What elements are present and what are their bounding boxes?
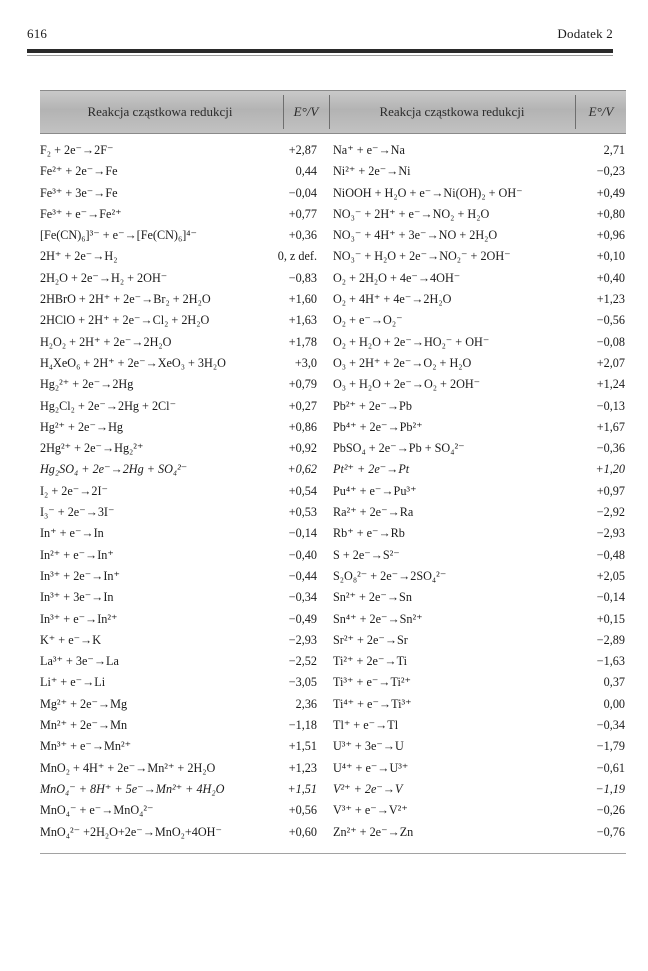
reaction-cell: 2HBrO + 2H⁺ + 2e⁻→Br₂ + 2H₂O (40, 292, 211, 307)
potential-cell: −0,40 (288, 547, 317, 562)
table-row (40, 482, 317, 503)
reaction-cell: Sr²⁺ + 2e⁻→Sr (333, 632, 408, 647)
reaction-cell: 2H₂O + 2e⁻→H₂ + 2OH⁻ (40, 270, 168, 285)
header-rule (27, 49, 613, 53)
reaction-cell: O₃ + 2H⁺ + 2e⁻→O₂ + H₂O (333, 355, 472, 370)
table-row (333, 524, 625, 545)
table-row (333, 588, 625, 609)
table-row (333, 205, 625, 226)
table-row (40, 716, 317, 737)
reaction-cell: PbSO₄ + 2e⁻→Pb + SO₄²⁻ (333, 441, 465, 456)
potential-cell: −2,92 (596, 505, 625, 520)
reaction-cell: Ti³⁺ + e⁻→Ti²⁺ (333, 675, 411, 690)
potential-cell: −0,34 (288, 590, 317, 605)
table-row (333, 184, 625, 205)
potential-cell: +2,07 (596, 355, 625, 370)
reaction-cell: Sn²⁺ + 2e⁻→Sn (333, 590, 412, 605)
potential-cell: +1,51 (287, 781, 317, 796)
table-row (333, 823, 625, 844)
table-row (40, 205, 317, 226)
table-row (333, 226, 625, 247)
table-row (40, 759, 317, 780)
reaction-cell: O₂ + H₂O + 2e⁻→HO₂⁻ + OH⁻ (333, 334, 490, 349)
reaction-cell: Mn³⁺ + e⁻→Mn²⁺ (40, 739, 132, 754)
potential-cell: +0,60 (288, 824, 317, 839)
table-row (40, 375, 317, 396)
table-row (40, 780, 317, 801)
table-row (40, 269, 317, 290)
reaction-cell: V²⁺ + 2e⁻→V (333, 781, 403, 796)
potential-cell: +0,97 (596, 483, 625, 498)
table-row (333, 737, 625, 758)
reaction-cell: Na⁺ + e⁻→Na (333, 143, 405, 157)
reaction-cell: Pb⁴⁺ + 2e⁻→Pb²⁺ (333, 419, 423, 434)
table-row (40, 801, 317, 822)
table-row (40, 460, 317, 481)
reaction-cell: 2HClO + 2H⁺ + 2e⁻→Cl₂ + 2H₂O (40, 313, 210, 328)
potential-cell: +0,77 (288, 206, 317, 221)
reaction-cell: O₂ + e⁻→O₂⁻ (333, 313, 403, 328)
header-reaction-right: Reakcja cząstkowa redukcji (379, 104, 525, 119)
table-row (40, 737, 317, 758)
reaction-cell: NO₃⁻ + 2H⁺ + e⁻→NO₂ + H₂O (333, 206, 490, 221)
potential-cell: +0,15 (596, 611, 625, 626)
reaction-cell: 2H⁺ + 2e⁻→H₂ (40, 249, 118, 264)
table-row (40, 823, 317, 844)
reaction-cell: I₂ + 2e⁻→2I⁻ (40, 483, 108, 498)
table-row (40, 610, 317, 631)
potential-cell: +0,36 (288, 228, 317, 243)
potential-cell: +0,27 (288, 398, 317, 413)
table-row (40, 226, 317, 247)
reaction-cell: Fe³⁺ + e⁻→Fe²⁺ (40, 206, 122, 221)
reaction-cell: Hg₂Cl₂ + 2e⁻→2Hg + 2Cl⁻ (40, 398, 176, 413)
table-row (333, 439, 625, 460)
table-header (40, 90, 626, 134)
table-row (333, 375, 625, 396)
chapter-name: Dodatek 2 (557, 26, 613, 41)
potential-cell: +1,78 (288, 334, 317, 349)
reaction-cell: O₂ + 2H₂O + 4e⁻→4OH⁻ (333, 270, 461, 285)
potential-cell: +1,60 (288, 292, 317, 307)
header-potential-right: E°/V (588, 104, 614, 119)
potential-cell: −0,04 (288, 185, 317, 200)
table-row (40, 524, 317, 545)
table-row (333, 333, 625, 354)
potential-cell: +1,23 (288, 760, 317, 775)
reaction-cell: In⁺ + e⁻→In (40, 526, 104, 541)
potential-cell: +1,63 (288, 313, 317, 328)
table-row (333, 269, 625, 290)
potential-cell: −0,14 (596, 590, 625, 605)
table-row (333, 567, 625, 588)
reaction-cell: Ti²⁺ + 2e⁻→Ti (333, 654, 407, 669)
potential-cell: −1,19 (595, 781, 625, 796)
potential-cell: 0,00 (603, 696, 625, 711)
reaction-cell: Tl⁺ + e⁻→Tl (333, 718, 399, 733)
left-column (40, 141, 317, 844)
table-row (333, 695, 625, 716)
reaction-cell: In³⁺ + 2e⁻→In⁺ (40, 568, 120, 583)
table-row (333, 673, 625, 694)
reaction-cell: In³⁺ + e⁻→In²⁺ (40, 611, 118, 626)
reaction-cell: Ni²⁺ + 2e⁻→Ni (333, 164, 411, 179)
reaction-cell: Mn²⁺ + 2e⁻→Mn (40, 718, 128, 733)
potential-cell: +0,92 (288, 441, 317, 456)
potential-cell: −1,79 (596, 739, 625, 754)
potential-cell: −0,14 (288, 526, 317, 541)
reaction-cell: Ti⁴⁺ + e⁻→Ti³⁺ (333, 696, 412, 711)
table-row (333, 397, 625, 418)
reaction-cell: O₃ + H₂O + 2e⁻→O₂ + 2OH⁻ (333, 377, 481, 392)
potential-cell: −0,44 (288, 568, 317, 583)
reaction-cell: Zn²⁺ + 2e⁻→Zn (333, 824, 414, 839)
potential-cell: +0,79 (288, 377, 317, 392)
header-rule-thin (27, 55, 613, 56)
potential-cell: −0,36 (596, 441, 625, 456)
reaction-cell: Ra²⁺ + 2e⁻→Ra (333, 505, 414, 520)
potential-cell: −0,34 (596, 718, 625, 733)
reaction-cell: [Fe(CN)₆]³⁻ + e⁻→[Fe(CN)₆]⁴⁻ (40, 228, 197, 243)
table-row (333, 460, 625, 481)
reaction-cell: Mg²⁺ + 2e⁻→Mg (40, 696, 128, 711)
potential-cell: +0,56 (288, 803, 317, 818)
potential-cell: −0,56 (596, 313, 625, 328)
table-row (40, 418, 317, 439)
potential-cell: +1,20 (595, 462, 625, 477)
reaction-cell: 2Hg²⁺ + 2e⁻→Hg₂²⁺ (40, 441, 144, 456)
table-row (333, 311, 625, 332)
table-row (333, 503, 625, 524)
reaction-cell: Pb²⁺ + 2e⁻→Pb (333, 398, 412, 413)
table-row (333, 162, 625, 183)
reaction-cell: MnO₄²⁻ +2H₂O+2e⁻→MnO₂+4OH⁻ (40, 824, 222, 839)
potential-cell: +0,40 (596, 270, 625, 285)
potential-cell: +3,0 (294, 355, 317, 370)
potential-cell: 0,37 (603, 675, 625, 690)
reaction-cell: MnO₄⁻ + 8H⁺ + 5e⁻→Mn²⁺ + 4H₂O (40, 781, 225, 796)
header-reaction-left: Reakcja cząstkowa redukcji (87, 104, 233, 119)
table-row (333, 610, 625, 631)
table-row (333, 780, 625, 801)
page-number: 616 (27, 26, 48, 41)
table-row (333, 418, 625, 439)
reaction-cell: In³⁺ + 3e⁻→In (40, 590, 114, 605)
table-row (333, 354, 625, 375)
potential-cell: +0,49 (596, 185, 625, 200)
table-row (333, 247, 625, 268)
reaction-cell: Rb⁺ + e⁻→Rb (333, 526, 405, 541)
potential-cell: −0,08 (596, 334, 625, 349)
table-row (40, 588, 317, 609)
reaction-cell: O₂ + 4H⁺ + 4e⁻→2H₂O (333, 292, 452, 307)
table-row (40, 673, 317, 694)
reaction-cell: V³⁺ + e⁻→V²⁺ (333, 803, 408, 818)
potential-cell: −0,26 (596, 803, 625, 818)
reaction-cell: La³⁺ + 3e⁻→La (40, 654, 119, 669)
reaction-cell: NO₃⁻ + H₂O + 2e⁻→NO₂⁻ + 2OH⁻ (333, 249, 511, 264)
table-row (40, 311, 317, 332)
reaction-cell: H₂O₂ + 2H⁺ + 2e⁻→2H₂O (40, 334, 172, 349)
reaction-cell: Hg²⁺ + 2e⁻→Hg (40, 419, 123, 434)
header-potential-left: E°/V (293, 104, 319, 119)
table-row (40, 503, 317, 524)
header-divider (575, 95, 576, 129)
table-row (40, 162, 317, 183)
potential-cell: +0,54 (288, 483, 317, 498)
reaction-cell: Fe²⁺ + 2e⁻→Fe (40, 164, 118, 179)
right-column (333, 141, 625, 844)
table-row (40, 439, 317, 460)
reaction-cell: Hg₂²⁺ + 2e⁻→2Hg (40, 377, 134, 392)
potential-cell: −2,89 (596, 632, 625, 647)
potential-cell: 0, z def. (277, 249, 317, 264)
header-divider (329, 95, 330, 129)
running-head (27, 26, 613, 44)
potential-cell: −1,18 (288, 718, 317, 733)
table-row (333, 141, 625, 162)
reaction-cell: S + 2e⁻→S²⁻ (333, 547, 400, 562)
table-row (333, 290, 625, 311)
potential-cell: +0,62 (287, 462, 317, 477)
reaction-cell: U⁴⁺ + e⁻→U³⁺ (333, 760, 409, 775)
reaction-cell: Pu⁴⁺ + e⁻→Pu³⁺ (333, 483, 417, 498)
reaction-cell: MnO₂ + 4H⁺ + 2e⁻→Mn²⁺ + 2H₂O (40, 760, 216, 775)
table-row (40, 333, 317, 354)
potential-cell: 2,36 (295, 696, 317, 711)
table-row (40, 567, 317, 588)
reaction-cell: Sn⁴⁺ + 2e⁻→Sn²⁺ (333, 611, 423, 626)
table-row (40, 546, 317, 567)
potential-cell: +2,87 (288, 143, 317, 157)
potential-cell: +0,80 (596, 206, 625, 221)
table-row (40, 141, 317, 162)
reaction-cell: H₄XeO₆ + 2H⁺ + 2e⁻→XeO₃ + 3H₂O (40, 355, 226, 370)
potential-cell: −0,49 (288, 611, 317, 626)
reaction-cell: Fe³⁺ + 3e⁻→Fe (40, 185, 118, 200)
reaction-cell: NiOOH + H₂O + e⁻→Ni(OH)₂ + OH⁻ (333, 185, 523, 200)
table-row (40, 631, 317, 652)
potential-cell: −0,48 (596, 547, 625, 562)
table-row (333, 482, 625, 503)
table-row (333, 801, 625, 822)
table-row (40, 290, 317, 311)
potential-cell: −0,61 (596, 760, 625, 775)
reaction-cell: S₂O₈²⁻ + 2e⁻→2SO₄²⁻ (333, 568, 447, 583)
potential-cell: +0,86 (288, 419, 317, 434)
reaction-cell: Hg₂SO₄ + 2e⁻→2Hg + SO₄²⁻ (40, 462, 188, 477)
reaction-cell: Pt²⁺ + 2e⁻→Pt (333, 462, 410, 477)
potential-cell: +0,10 (596, 249, 625, 264)
table-row (40, 184, 317, 205)
table-row (40, 354, 317, 375)
reaction-cell: U³⁺ + 3e⁻→U (333, 739, 404, 754)
potential-cell: −3,05 (288, 675, 317, 690)
potential-cell: −1,63 (596, 654, 625, 669)
potential-cell: +0,96 (596, 228, 625, 243)
potential-cell: +0,53 (288, 505, 317, 520)
potential-cell: +2,05 (596, 568, 625, 583)
potential-cell: −0,23 (596, 164, 625, 179)
table-row (333, 716, 625, 737)
potential-cell: −0,83 (288, 270, 317, 285)
reaction-cell: NO₃⁻ + 4H⁺ + 3e⁻→NO + 2H₂O (333, 228, 498, 243)
potential-cell: 2,71 (603, 143, 625, 157)
table-row (40, 695, 317, 716)
potential-cell: −0,13 (596, 398, 625, 413)
potential-cell: +1,51 (288, 739, 317, 754)
table-row (40, 652, 317, 673)
potential-cell: +1,67 (596, 419, 625, 434)
header-divider (283, 95, 284, 129)
potential-cell: +1,24 (596, 377, 625, 392)
reaction-cell: F₂ + 2e⁻→2F⁻ (40, 143, 114, 157)
table-row (333, 546, 625, 567)
potential-cell: −2,93 (288, 632, 317, 647)
reaction-cell: MnO₄⁻ + e⁻→MnO₄²⁻ (40, 803, 154, 818)
table-row (333, 631, 625, 652)
potential-cell: −2,52 (288, 654, 317, 669)
potential-cell: 0,44 (295, 164, 317, 179)
footer-rule (40, 853, 626, 854)
table-row (333, 759, 625, 780)
reaction-cell: I₃⁻ + 2e⁻→3I⁻ (40, 505, 115, 520)
potential-cell: −2,93 (596, 526, 625, 541)
reaction-cell: In²⁺ + e⁻→In⁺ (40, 547, 114, 562)
table-row (333, 652, 625, 673)
potential-cell: −0,76 (596, 824, 625, 839)
reaction-cell: Li⁺ + e⁻→Li (40, 675, 106, 690)
table-row (40, 397, 317, 418)
table-row (40, 247, 317, 268)
reaction-cell: K⁺ + e⁻→K (40, 632, 102, 647)
potential-cell: +1,23 (596, 292, 625, 307)
